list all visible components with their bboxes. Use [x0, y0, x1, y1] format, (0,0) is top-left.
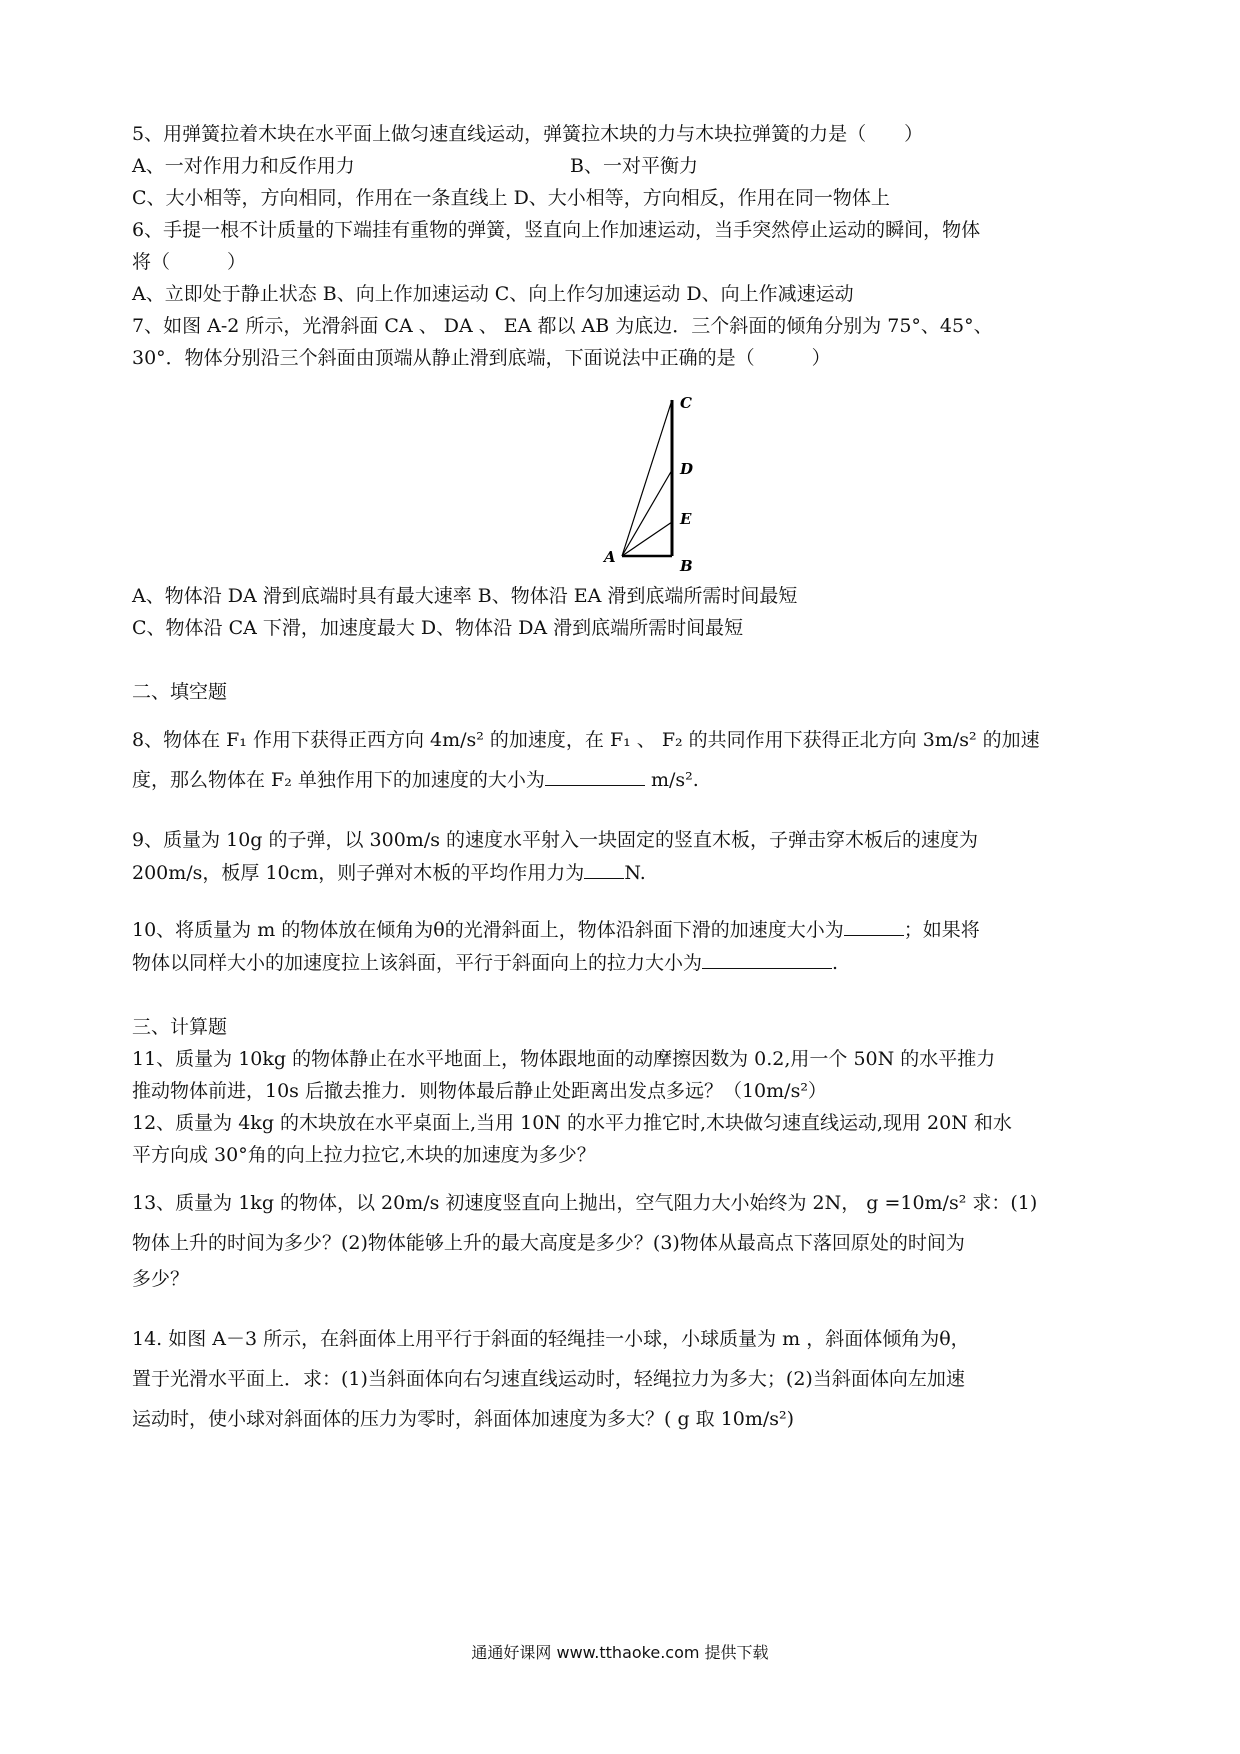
q10-answer-blank-1[interactable] [844, 913, 904, 936]
label-e: E [680, 510, 692, 528]
q14-line2: 置于光滑水平面上．求：(1)当斜面体向右匀速直线运动时，轻绳拉力为多大；(2)当斜面体向左加速 [132, 1368, 965, 1390]
label-c: C [680, 394, 692, 412]
q8-unit: m/s². [650, 769, 699, 791]
q14-line1: 14. 如图 A－3 所示，在斜面体上用平行于斜面的轻绳挂一小球，小球质量为 m ，斜面体倾角为θ， [132, 1328, 970, 1350]
q10-line1 [132, 913, 1112, 946]
q13-line1: 13、质量为 1kg 的物体，以 20m/s 初速度竖直向上抛出，空气阻力大小始终为 2N， g =10m/s² 求：(1) [132, 1192, 1038, 1214]
q9-unit: N. [624, 862, 646, 884]
q12-line1: 12、质量为 4kg 的木块放在水平桌面上,当用 10N 的水平力推它时,木块做匀速直线运动,现用 20N 和水 [132, 1112, 1012, 1134]
q12-line2: 平方向成 30°角的向上拉力拉它,木块的加速度为多少？ [132, 1144, 596, 1166]
q10-end: . [832, 952, 839, 974]
label-a: A [604, 548, 616, 566]
q11-line2: 推动物体前进，10s 后撤去推力．则物体最后静止处距离出发点多远？（10m/s²） [132, 1080, 827, 1102]
exam-page [132, 118, 1112, 1439]
q6-stem-line1: 6、手提一根不计质量的下端挂有重物的弹簧，竖直向上作加速运动，当手突然停止运动的瞬间，物体 [132, 219, 981, 241]
label-d: D [680, 460, 694, 478]
q6-stem-line2: 将（ ） [132, 251, 247, 273]
q10-line2 [132, 946, 1112, 979]
q5-option-a: A、一对作用力和反作用力 [132, 155, 355, 177]
q10-answer-blank-2[interactable] [702, 946, 832, 969]
page-footer: 通通好课网 www.tthaoke.com 提供下载 [471, 1643, 769, 1662]
q14-line3: 运动时，使小球对斜面体的压力为零时，斜面体加速度为多大？( g 取 10m/s²) [132, 1408, 795, 1430]
q8-line1: 8、物体在 F₁ 作用下获得正西方向 4m/s² 的加速度，在 F₁ 、 F₂ 的共同作用下获得正北方向 3m/s² 的加速 [132, 729, 1040, 751]
section-calc-heading: 三、计算题 [132, 1016, 228, 1038]
q10-text-1: 10、将质量为 m 的物体放在倾角为θ的光滑斜面上，物体沿斜面下滑的加速度大小为 [132, 919, 844, 941]
q9-text: 200m/s，板厚 10cm，则子弹对木板的平均作用力为 [132, 862, 585, 884]
q10-text-1b: ；如果将 [903, 919, 980, 941]
q11-line1: 11、质量为 10kg 的物体静止在水平地面上，物体跟地面的动摩擦因数为 0.2,用一个 50N 的水平推力 [132, 1048, 996, 1070]
label-b: B [680, 557, 693, 575]
q13-line3: 多少？ [132, 1268, 190, 1290]
q5-options-ab [132, 150, 1112, 182]
incline-ca [622, 400, 672, 556]
q8-line2 [132, 760, 1112, 800]
incline-diagram [532, 378, 792, 578]
q6-options: A、立即处于静止状态 B、向上作加速运动 C、向上作匀加速运动 D、向上作减速运动 [132, 283, 854, 305]
q5-option-b: B、一对平衡力 [570, 155, 698, 177]
incline-ea [622, 522, 672, 556]
q7-stem-line2: 30°．物体分别沿三个斜面由顶端从静止滑到底端，下面说法中正确的是（ ） [132, 347, 831, 369]
q7-stem-line1: 7、如图 A-2 所示，光滑斜面 CA 、 DA 、 EA 都以 AB 为底边．三个斜面的倾角分别为 75°、45°、 [132, 315, 993, 337]
q9-line1: 9、质量为 10g 的子弹，以 300m/s 的速度水平射入一块固定的竖直木板，子弹击穿木板后的速度为 [132, 829, 979, 851]
q9-answer-blank[interactable] [584, 856, 624, 879]
q8-answer-blank[interactable] [545, 763, 645, 786]
section-fill-in-heading: 二、填空题 [132, 681, 228, 703]
q5-stem: 5、用弹簧拉着木块在水平面上做匀速直线运动，弹簧拉木块的力与木块拉弹簧的力是（ ） [132, 123, 924, 145]
incline-da [622, 470, 672, 556]
q13-line2: 物体上升的时间为多少？(2)物体能够上升的最大高度是多少？(3)物体从最高点下落回原处的时间为 [132, 1232, 965, 1254]
q7-options-ab: A、物体沿 DA 滑到底端时具有最大速率 B、物体沿 EA 滑到底端所需时间最短 [132, 585, 798, 607]
q8-text: 度，那么物体在 F₂ 单独作用下的加速度的大小为 [132, 769, 545, 791]
q7-options-cd: C、物体沿 CA 下滑，加速度最大 D、物体沿 DA 滑到底端所需时间最短 [132, 617, 744, 639]
q5-options-cd: C、大小相等，方向相同，作用在一条直线上 D、大小相等，方向相反，作用在同一物体上 [132, 187, 890, 209]
incline-figure [132, 378, 1132, 578]
q10-text-2: 物体以同样大小的加速度拉上该斜面，平行于斜面向上的拉力大小为 [132, 952, 703, 974]
q9-line2 [132, 856, 1112, 889]
